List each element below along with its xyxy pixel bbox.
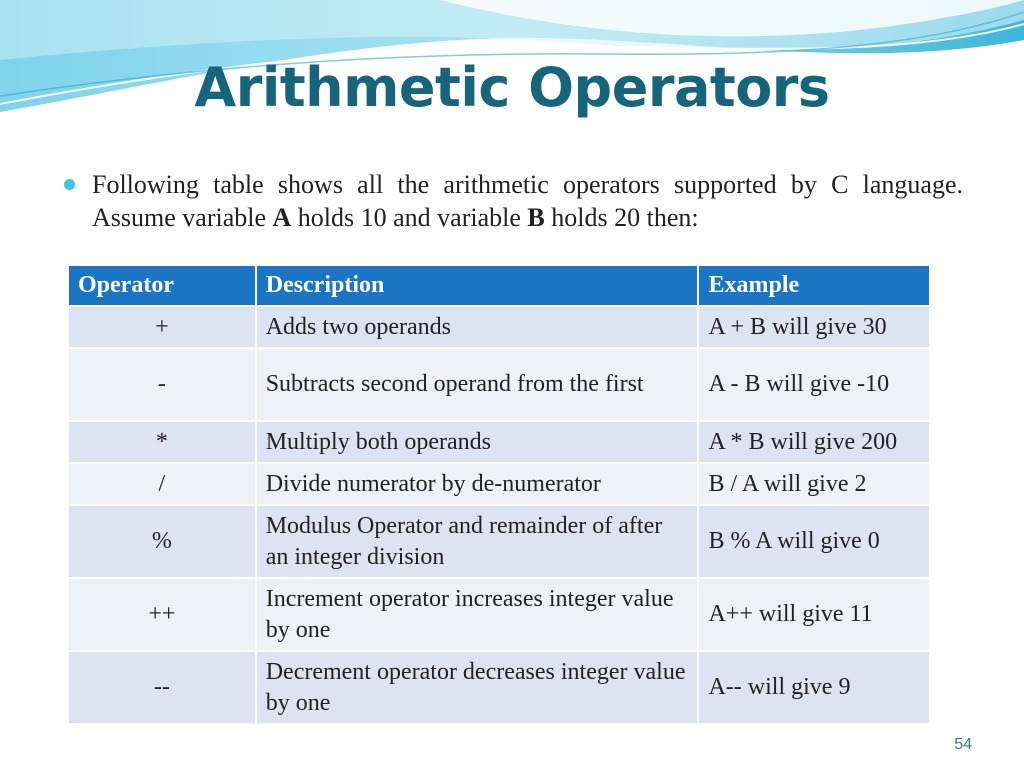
operators-table (67, 264, 931, 725)
description-cell: Multiply both operands (257, 422, 698, 462)
variable-b: B (527, 203, 545, 232)
description-cell: Modulus Operator and remainder of after an integer division (257, 506, 698, 577)
intro-text-1: Following table shows all the arithmetic operators supported by C language. Assume variable (92, 170, 963, 232)
slide-title: Arithmetic Operators (194, 56, 830, 119)
example-cell: A++ will give 11 (699, 579, 929, 650)
table-row (69, 579, 929, 650)
table-header-row (69, 266, 929, 305)
intro-text-3: holds 20 then: (544, 203, 699, 232)
header-description: Description (257, 266, 698, 305)
description-cell: Decrement operator decreases integer value by one (257, 652, 698, 723)
description-cell: Increment operator increases integer value by one (257, 579, 698, 650)
header-example: Example (699, 266, 929, 305)
description-cell: Adds two operands (257, 307, 698, 347)
example-cell: B % A will give 0 (699, 506, 929, 577)
table-row (69, 464, 929, 504)
table-row (69, 506, 929, 577)
bullet-dot-icon (64, 179, 75, 190)
operator-cell: / (69, 464, 255, 504)
intro-text-2: holds 10 and variable (291, 203, 528, 232)
example-cell: A - B will give -10 (699, 349, 929, 420)
operator-cell: -- (69, 652, 255, 723)
description-cell: Divide numerator by de-numerator (257, 464, 698, 504)
variable-a: A (272, 203, 292, 232)
operator-cell: - (69, 349, 255, 420)
operator-cell: % (69, 506, 255, 577)
table-row (69, 349, 929, 420)
description-cell: Subtracts second operand from the first (257, 349, 698, 420)
table-row (69, 307, 929, 347)
operator-cell: + (69, 307, 255, 347)
example-cell: A * B will give 200 (699, 422, 929, 462)
header-operator: Operator (69, 266, 255, 305)
example-cell: A + B will give 30 (699, 307, 929, 347)
table-row (69, 652, 929, 723)
operator-cell: ++ (69, 579, 255, 650)
example-cell: A-- will give 9 (699, 652, 929, 723)
table-row (69, 422, 929, 462)
example-cell: B / A will give 2 (699, 464, 929, 504)
page-number: 54 (954, 736, 972, 753)
intro-paragraph (92, 168, 963, 234)
operator-cell: * (69, 422, 255, 462)
